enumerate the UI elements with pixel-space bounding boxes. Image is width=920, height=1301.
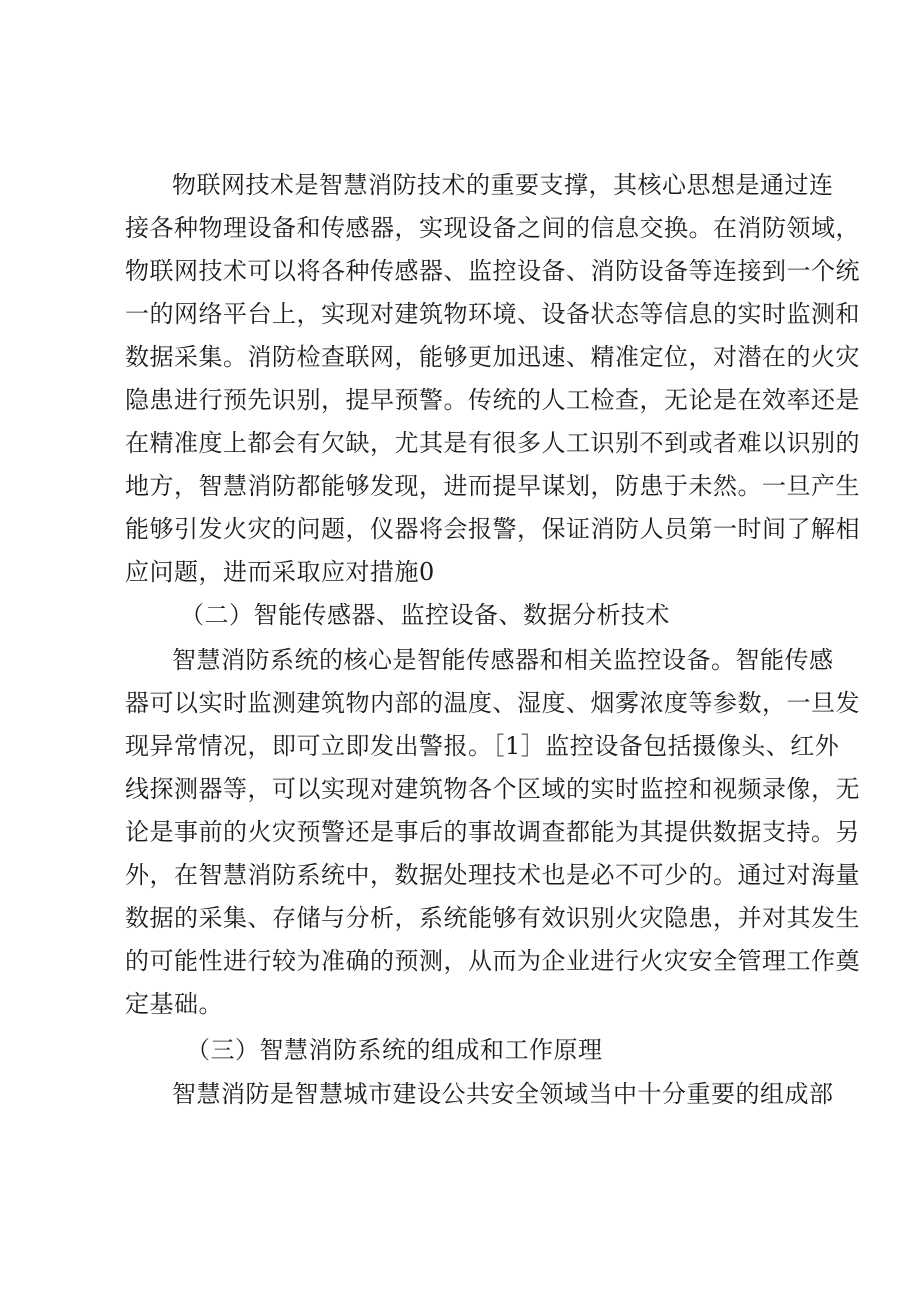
paragraph-1-line-7: 在精准度上都会有欠缺，尤其是有很多人工识别不到或者难以识别的: [125, 429, 860, 457]
paragraph-2-line-1: 智慧消防系统的核心是智能传感器和相关监控设备。智能传感: [172, 646, 834, 674]
paragraph-2-line-3: 现异常情况，即可立即发出警报。［1］监控设备包括摄像头、红外: [125, 732, 840, 760]
paragraph-1-line-9: 能够引发火灾的问题，仪器将会报警，保证消防人员第一时间了解相: [125, 515, 860, 543]
paragraph-2-line-2: 器可以实时监测建筑物内部的温度、湿度、烟雾浓度等参数，一旦发: [125, 689, 860, 717]
paragraph-1-line-2: 接各种物理设备和传感器，实现设备之间的信息交换。在消防领域，: [125, 214, 860, 242]
section-heading-3: （三）智慧消防系统的组成和工作原理: [186, 1036, 603, 1064]
paragraph-1-line-6: 隐患进行预先识别，提早预警。传统的人工检查，无论是在效率还是: [125, 386, 860, 414]
paragraph-1-line-5: 数据采集。消防检查联网，能够更加迅速、精准定位，对潜在的火灾: [125, 343, 860, 371]
paragraph-2-line-9: 定基础。: [125, 990, 223, 1018]
paragraph-1-line-8: 地方，智慧消防都能够发现，进而提早谋划，防患于未然。一旦产生: [125, 472, 860, 500]
paragraph-1-line-1: 物联网技术是智慧消防技术的重要支撑，其核心思想是通过连: [172, 171, 834, 199]
paragraph-3-line-1: 智慧消防是智慧城市建设公共安全领域当中十分重要的组成部: [172, 1080, 834, 1108]
paragraph-2-line-8: 的可能性进行较为准确的预测，从而为企业进行火灾安全管理工作奠: [125, 947, 860, 975]
paragraph-2-line-5: 论是事前的火灾预警还是事后的事故调查都能为其提供数据支持。另: [125, 818, 860, 846]
paragraph-1-line-4: 一的网络平台上，实现对建筑物环境、设备状态等信息的实时监测和: [125, 300, 860, 328]
paragraph-2-line-6: 外，在智慧消防系统中，数据处理技术也是必不可少的。通过对海量: [125, 861, 860, 889]
paragraph-2-line-7: 数据的采集、存储与分析，系统能够有效识别火灾隐患，并对其发生: [125, 904, 860, 932]
paragraph-2-line-4: 线探测器等，可以实现对建筑物各个区域的实时监控和视频录像，无: [125, 775, 860, 803]
paragraph-1-line-3: 物联网技术可以将各种传感器、监控设备、消防设备等连接到一个统: [125, 257, 860, 285]
section-heading-2: （二）智能传感器、监控设备、数据分析技术: [180, 601, 670, 629]
paragraph-1-line-10: 应问题，进而采取应对措施0: [125, 558, 435, 586]
